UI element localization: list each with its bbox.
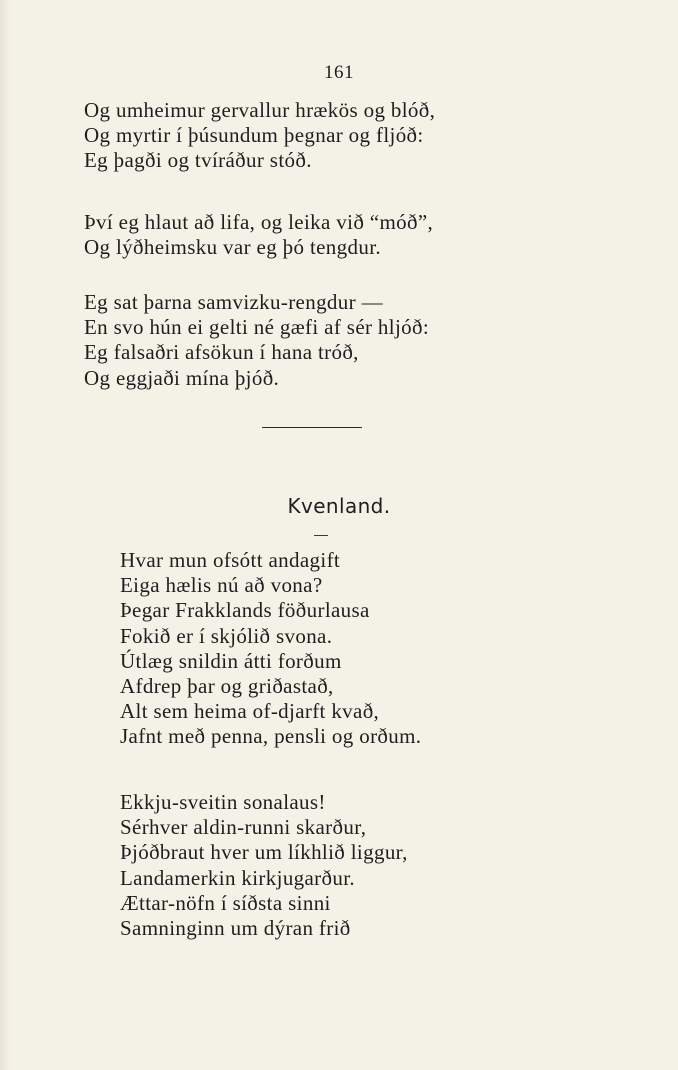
poem-line: Ættar-nöfn í síðsta sinni [120,890,331,915]
poem-line: Hvar mun ofsótt andagift [120,548,341,572]
poem-line: Afdrep þar og griðastað, [120,674,334,699]
page-edge-shade [0,0,10,1070]
poem-line: Því eg hlaut að lifa, og leika við “móð”, [84,210,434,234]
poem-line: Jafnt með penna, pensli og orðum. [120,724,422,749]
section-divider [262,427,362,428]
poem-line: Sérhver aldin-runni skarður, [120,815,367,840]
stanza-5 [120,790,408,941]
stanza-2 [84,210,433,260]
stanza-4 [120,548,421,750]
poem-line: Eg falsaðri afsökun í hana tróð, [84,340,359,365]
stanza-3 [84,290,429,391]
poem-line: Eiga hælis nú að vona? [120,573,323,598]
stanza-1 [84,98,435,174]
poem-line: Og umheimur gervallur hrækös og blóð, [84,98,436,122]
poem-line: Landamerkin kirkjugarður. [120,865,356,890]
poem-line: Alt sem heima of-djarft kvað, [120,699,380,724]
poem-line: Eg þagði og tvíráður stóð. [84,148,312,173]
poem-line: Þegar Frakklands föðurlausa [120,598,370,623]
poem-line: Útlæg snildin átti forðum [120,648,342,673]
poem-line: Þjóðbraut hver um líkhlið liggur, [120,840,408,865]
page-number: 161 [324,62,354,83]
poem-line: Ekkju-sveitin sonalaus! [120,790,326,814]
poem-line: Og eggjaði mína þjóð. [84,365,280,390]
poem-line: Eg sat þarna samvizku-rengdur — [84,290,383,314]
poem-line: Og myrtir í þúsundum þegnar og fljóð: [84,123,424,148]
title-underline [314,535,328,536]
poem-line: En svo hún ei gelti né gæfi af sér hljóð: [84,315,430,340]
poem-line: Samninginn um dýran frið [120,916,351,941]
poem-title: Kvenland. [287,494,391,518]
poem-line: Fokið er í skjólið svona. [120,623,333,648]
poem-line: Og lýðheimsku var eg þó tengdur. [84,235,381,260]
